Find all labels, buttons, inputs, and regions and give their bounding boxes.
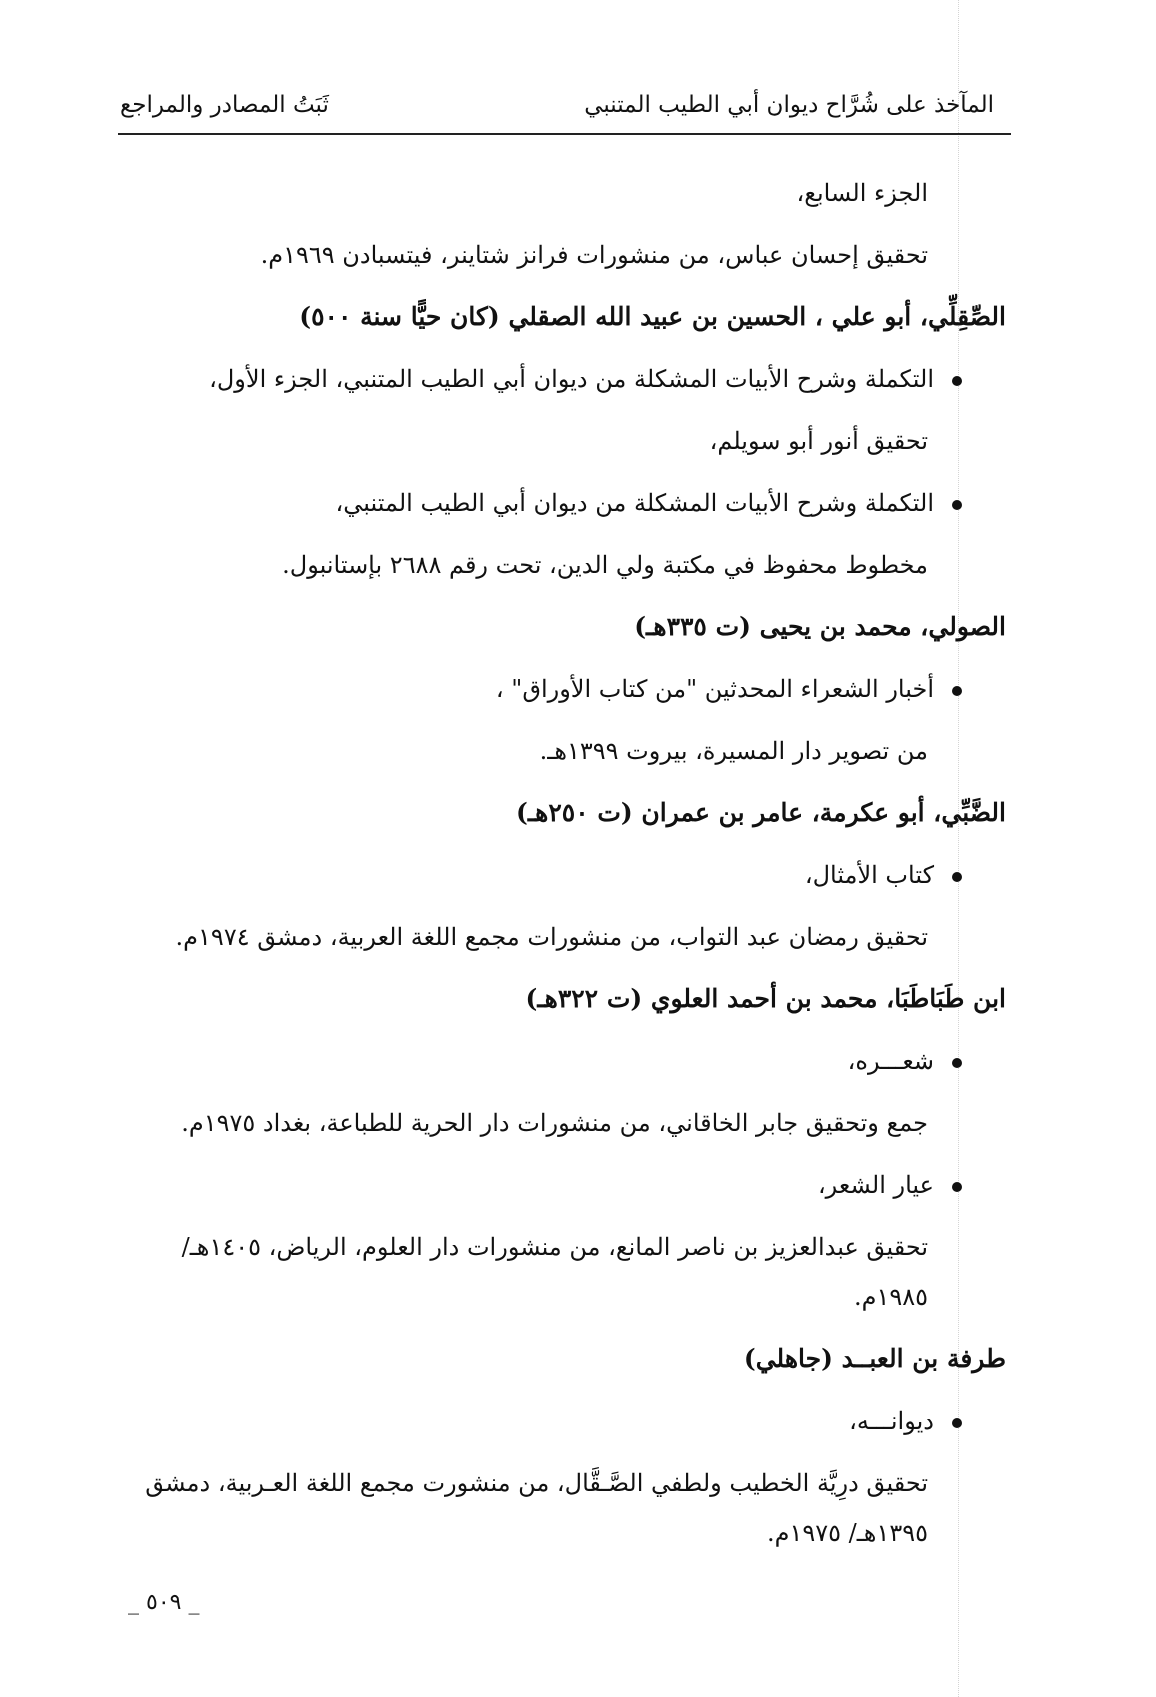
book-entry	[106, 860, 996, 890]
bullet-icon	[952, 1418, 962, 1428]
author-heading: ابن طَبَاطَبَا، محمد بن أحمد العلوي (ت ٣٢٢هـ)	[525, 984, 1006, 1013]
running-header-section-title: ثَبَتُ المصادر والمراجع	[120, 92, 329, 118]
book-entry	[106, 488, 996, 518]
header-divider	[118, 133, 1011, 135]
page-number: _ ٥٠٩ _	[128, 1590, 200, 1615]
bibliography-content	[106, 178, 1006, 1580]
bullet-icon	[952, 376, 962, 386]
book-title: عيار الشعر،	[817, 1171, 934, 1199]
book-title: التكملة وشرح الأبيات المشكلة من ديوان أبي الطيب المتنبي،	[335, 489, 934, 517]
bibliography-line: تحقيق إحسان عباس، من منشورات فرانز شتاينر، فيتسبادن ١٩٦٩م.	[260, 241, 928, 269]
book-title: شعـــره،	[847, 1047, 934, 1075]
bibliography-line: مخطوط محفوظ في مكتبة ولي الدين، تحت رقم ٢٦٨٨ بإستانبول.	[282, 551, 928, 579]
bibliography-line: جمع وتحقيق جابر الخاقاني، من منشورات دار الحرية للطباعة، بغداد ١٩٧٥م.	[181, 1109, 928, 1137]
author-heading: الصولي، محمد بن يحيى (ت ٣٣٥هـ)	[634, 612, 1006, 641]
bullet-icon	[952, 872, 962, 882]
bullet-icon	[952, 500, 962, 510]
bullet-icon	[952, 1058, 962, 1068]
book-entry	[106, 1406, 996, 1436]
book-title: كتاب الأمثال،	[804, 861, 934, 889]
running-header-book-title: المآخذ على شُرَّاح ديوان أبي الطيب المتنبي	[584, 92, 994, 118]
book-title: التكملة وشرح الأبيات المشكلة من ديوان أبي الطيب المتنبي، الجزء الأول،	[209, 365, 934, 393]
bibliography-line: تحقيق عبدالعزيز بن ناصر المانع، من منشورات دار العلوم، الرياض، ١٤٠٥هـ/	[181, 1233, 928, 1261]
book-title: أخبار الشعراء المحدثين "من كتاب الأوراق" ،	[495, 675, 934, 703]
bibliography-line: تحقيق أنور أبو سويلم،	[709, 427, 928, 455]
book-entry	[106, 1046, 996, 1076]
author-heading: طرفة بن العبــد (جاهلي)	[743, 1344, 1006, 1373]
bullet-icon	[952, 686, 962, 696]
author-heading: الصِّقِلِّي، أبو علي ، الحسين بن عبيد الله الصقلي (كان حيًّا سنة ٥٠٠)	[299, 302, 1006, 331]
bibliography-line: ١٩٨٥م.	[853, 1283, 928, 1311]
bibliography-line: تحقيق درِيَّة الخطيب ولطفي الصَّـقَّال، من منشورت مجمع اللغة العـربية، دمشق	[145, 1469, 928, 1497]
book-entry	[106, 674, 996, 704]
author-heading: الضَّبِّي، أبو عكرمة، عامر بن عمران (ت ٢٥٠هـ)	[516, 798, 1006, 827]
book-title: ديوانـــه،	[849, 1407, 934, 1435]
book-entry	[106, 1170, 996, 1200]
book-entry	[106, 364, 996, 394]
bibliography-line: من تصوير دار المسيرة، بيروت ١٣٩٩هـ.	[539, 737, 928, 765]
bullet-icon	[952, 1182, 962, 1192]
bibliography-line: تحقيق رمضان عبد التواب، من منشورات مجمع اللغة العربية، دمشق ١٩٧٤م.	[175, 923, 928, 951]
bibliography-line: ١٣٩٥هـ/ ١٩٧٥م.	[766, 1519, 928, 1547]
bibliography-line: الجزء السابع،	[796, 179, 928, 207]
